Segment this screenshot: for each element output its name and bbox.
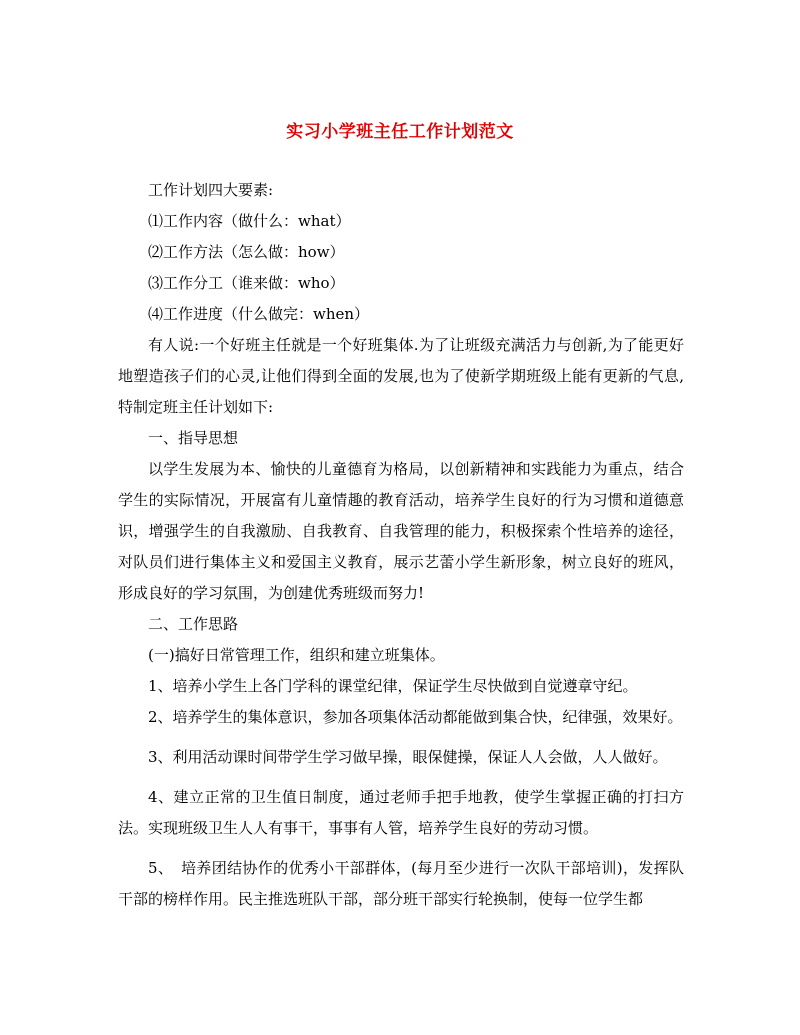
list-item-morning-exercise: 3、利用活动课时间带学生学习做早操，眼保健操，保证人人会做，人人做好。 [148, 748, 668, 766]
paragraph-guiding-ideology: 以学生发展为本、愉快的儿童德育为格局，以创新精神和实践能力为重点，结合学生的实际情况，开展富有儿童情趣的教育活动，培养学生良好的行为习惯和道德意识，增强学生的自我激励、自我教育、自我管理的能力，积极探索个性培养的途径，对队员们进行集体主义和爱国主义教育，展示艺蕾小学生新形象，树立良好的班风，形成良好的学习氛围，为创建优秀班级而努力! [118, 460, 684, 602]
document-body [118, 175, 684, 915]
list-item-class-cadres: 5、 培养团结协作的优秀小干部群体，(每月至少进行一次队干部培训)，发挥队干部的榜样作用。民主推选班队干部，部分班干部实行轮换制，使每一位学生都 [118, 859, 684, 908]
section-heading-guiding-ideology: 一、指导思想 [148, 429, 239, 447]
list-item-cleaning-duty: 4、建立正常的卫生值日制度，通过老师手把手地教，使学生掌握正确的打扫方法。实现班级卫生人人有事干，事事有人管，培养学生良好的劳动习惯。 [118, 788, 684, 837]
list-item-classroom-discipline: 1、培养小学生上各门学科的课堂纪律，保证学生尽快做到自觉遵章守纪。 [148, 677, 638, 695]
paragraph-plan-element-1: ⑴工作内容（做什么：what） [148, 212, 351, 230]
document-title: 实习小学班主任工作计划范文 [286, 122, 514, 142]
section-heading-work-approach: 二、工作思路 [148, 615, 239, 633]
paragraph-plan-element-2: ⑵工作方法（怎么做：how） [148, 243, 345, 261]
paragraph-introduction: 有人说:一个好班主任就是一个好班集体.为了让班级充满活力与创新,为了能更好地塑造孩子们的心灵,让他们得到全面的发展,也为了使新学期班级上能有更新的气息,特制定班主任计划如下: [118, 336, 684, 416]
paragraph-plan-element-3: ⑶工作分工（谁来做：who） [148, 274, 345, 292]
subsection-heading-daily-management: (一)搞好日常管理工作，组织和建立班集体。 [148, 646, 445, 664]
list-item-collective-awareness: 2、培养学生的集体意识，参加各项集体活动都能做到集合快，纪律强，效果好。 [148, 708, 683, 726]
paragraph-plan-elements-heading: 工作计划四大要素: [148, 181, 274, 199]
paragraph-plan-element-4: ⑷工作进度（什么做完：when） [148, 305, 370, 323]
